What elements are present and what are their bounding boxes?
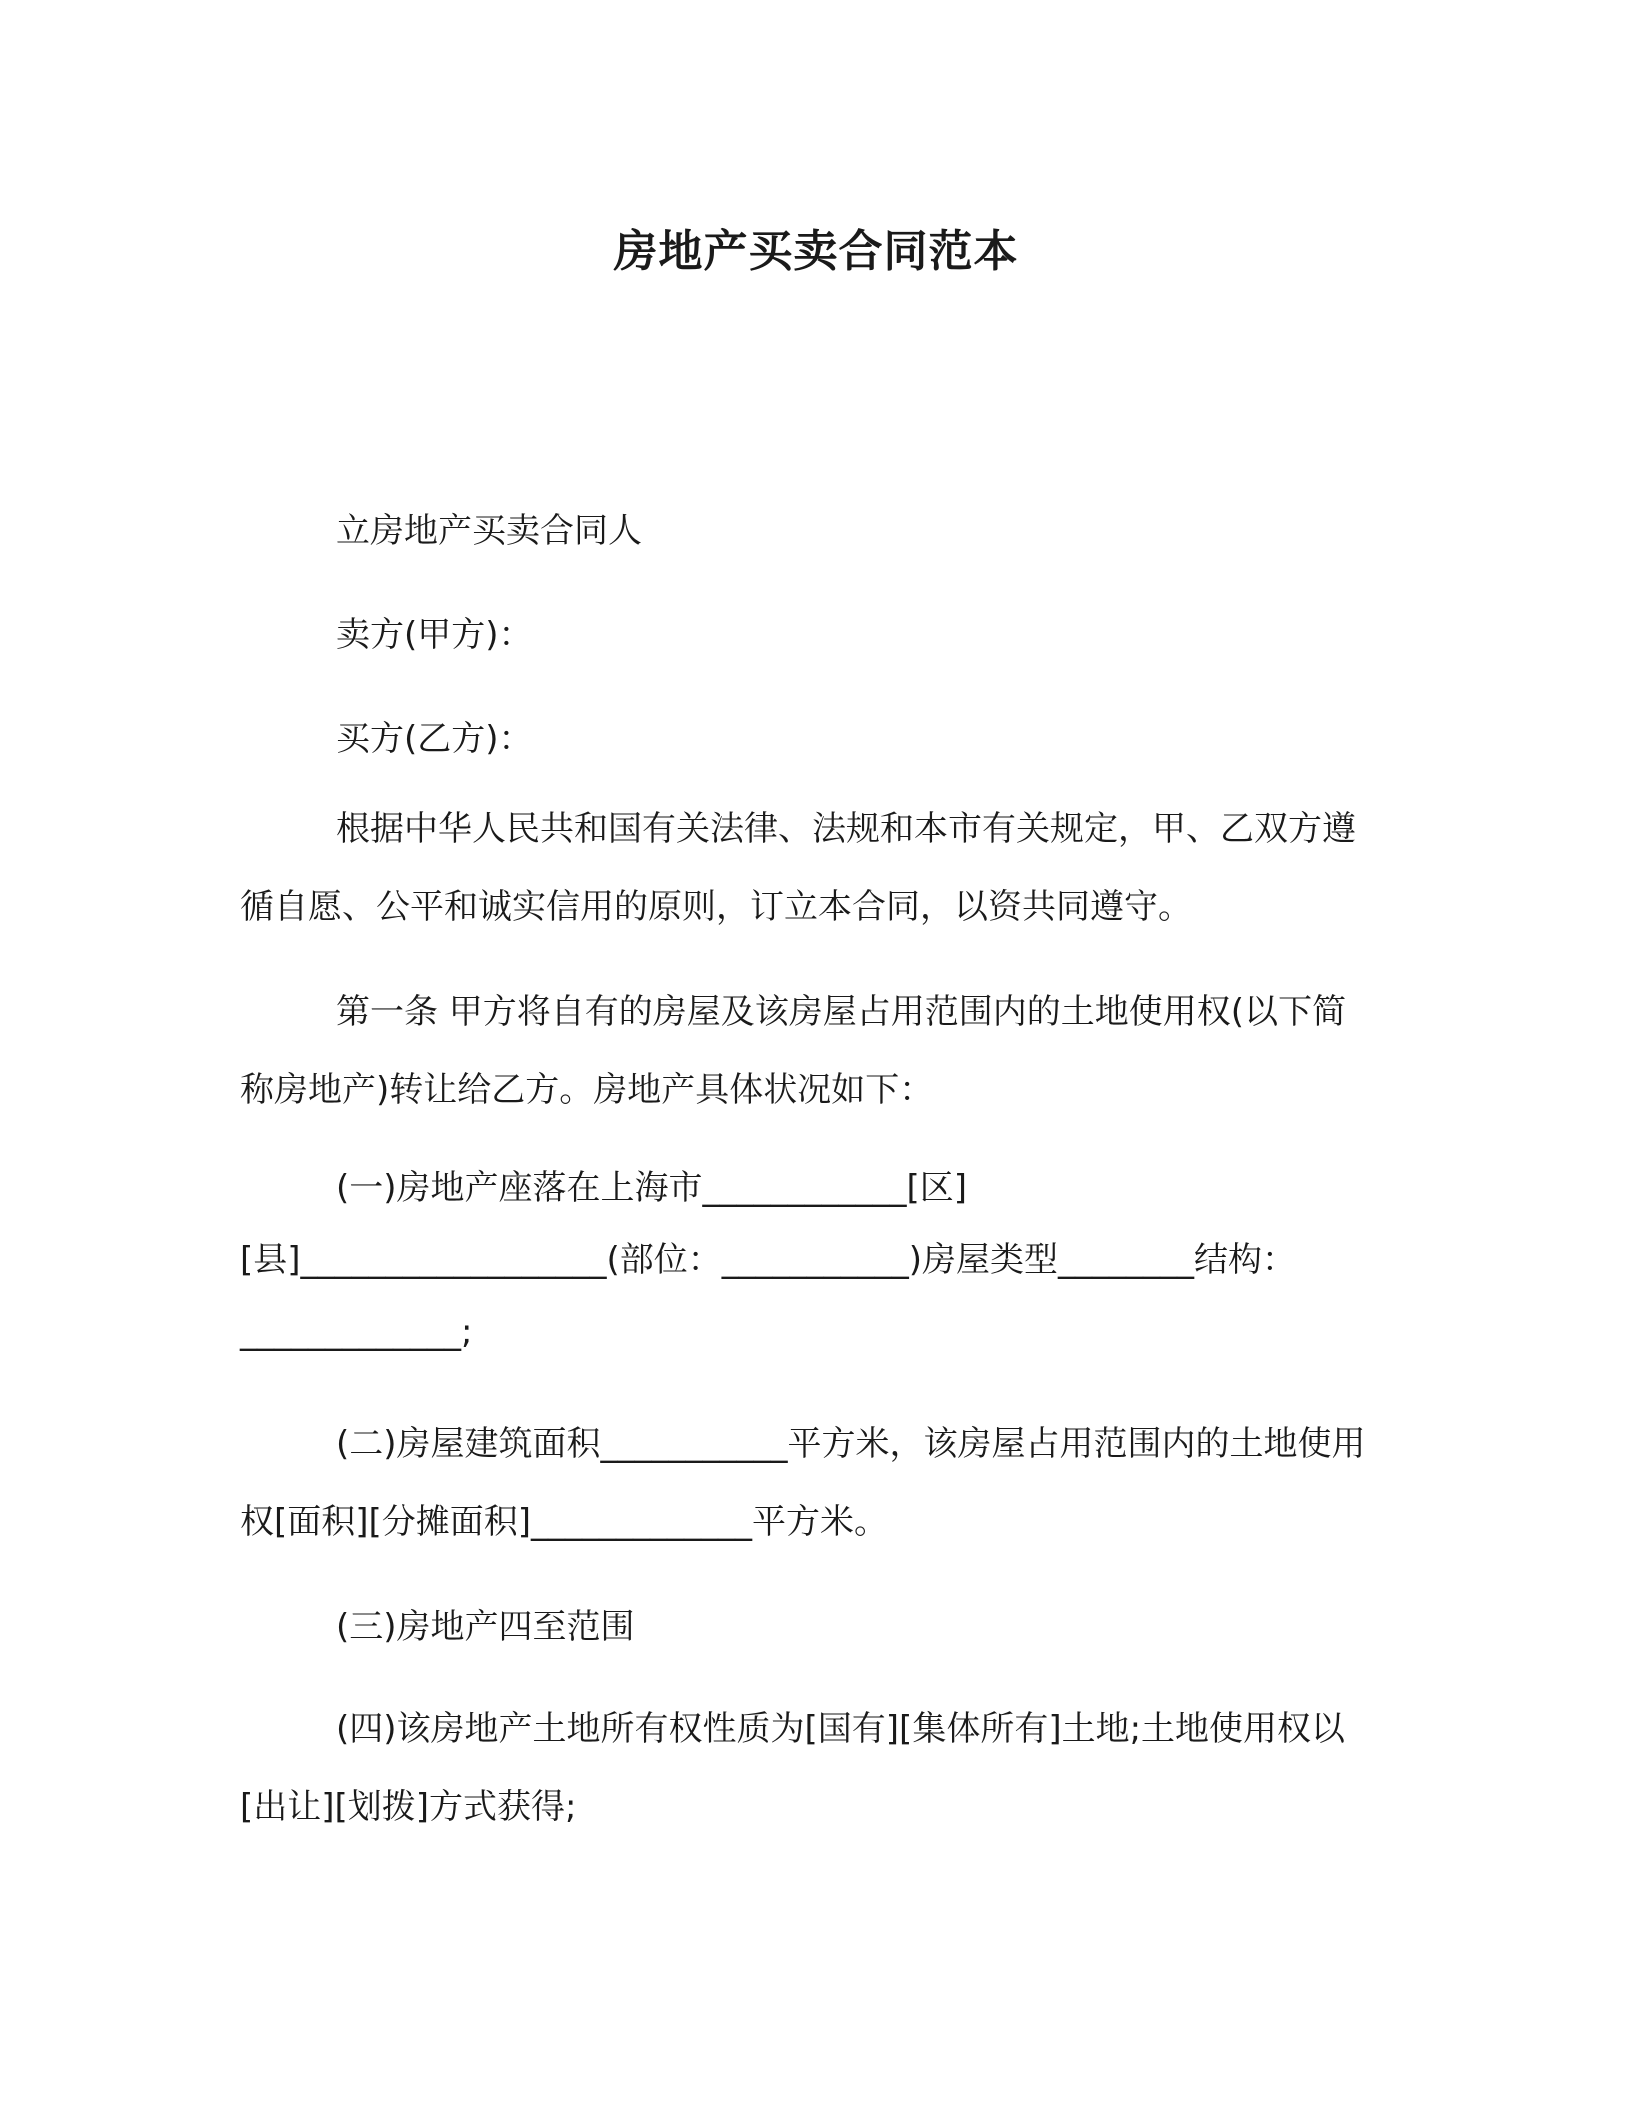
paragraph-preamble: 根据中华人民共和国有关法律、法规和本市有关规定，甲、乙双方遵循自愿、公平和诚实信用的原则，订立本合同，以资共同遵守。 (240, 809, 1356, 927)
paragraph-seller: 卖方(甲方)： (336, 615, 533, 655)
paragraph-item-one-location: (一)房地产座落在上海市____________[区][县]__________________(部位：___________)房屋类型________结构：_____________; (240, 1168, 1297, 1352)
paragraph-item-four-land-rights: (四)该房地产土地所有权性质为[国有][集体所有]土地;土地使用权以[出让][划拨]方式获得; (240, 1709, 1346, 1827)
paragraph-buyer: 买方(乙方)： (336, 719, 533, 759)
paragraph-item-three-boundaries: (三)房地产四至范围 (336, 1607, 635, 1647)
paragraph-contract-parties: 立房地产买卖合同人 (336, 511, 642, 551)
paragraph-article-one: 第一条 甲方将自有的房屋及该房屋占用范围内的土地使用权(以下简称房地产)转让给乙方。房地产具体状况如下： (240, 992, 1347, 1110)
document-title: 房地产买卖合同范本 (613, 226, 1019, 277)
paragraph-item-two-area: (二)房屋建筑面积___________平方米，该房屋占用范围内的土地使用权[面积][分摊面积]_____________平方米。 (240, 1424, 1366, 1542)
